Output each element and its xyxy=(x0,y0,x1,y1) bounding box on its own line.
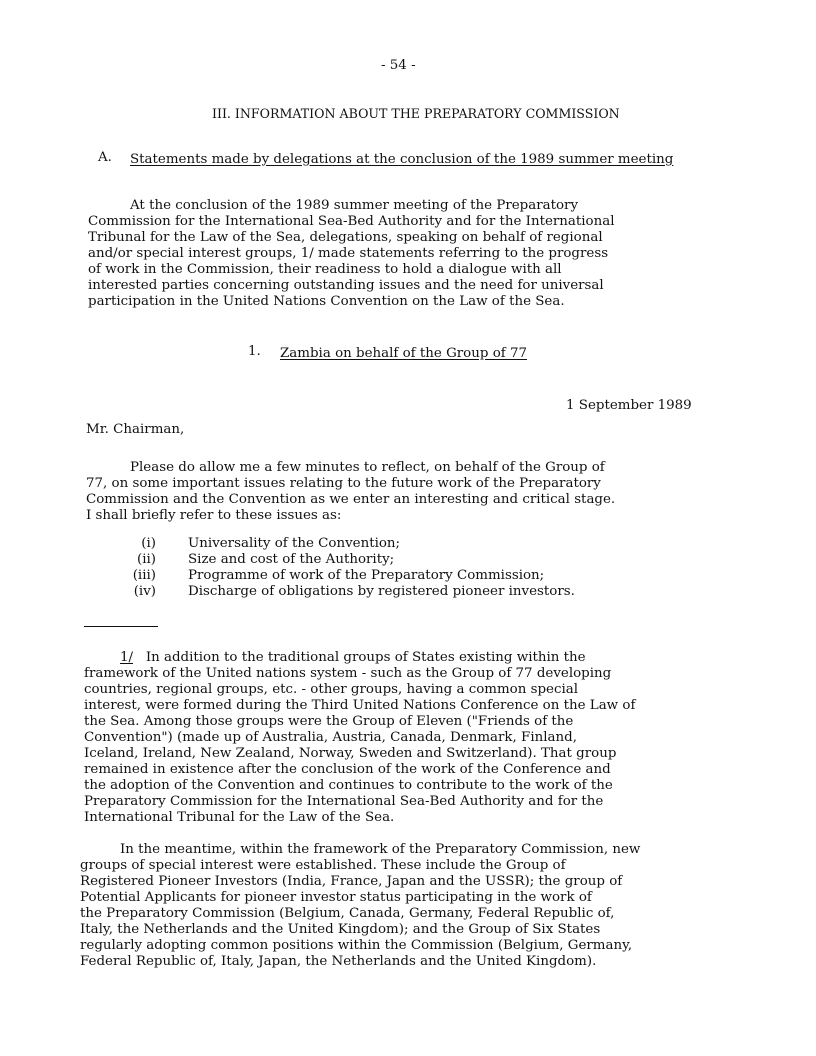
subsection-label: A. xyxy=(98,150,112,165)
intro-line: interested parties concerning outstanding issues and the need for universal xyxy=(88,278,604,293)
list-item-text: Size and cost of the Authority; xyxy=(188,552,395,567)
footnote-line: interest, were formed during the Third United Nations Conference on the Law of xyxy=(84,698,636,713)
footnote-line: Iceland, Ireland, New Zealand, Norway, Sweden and Switzerland). That group xyxy=(84,746,617,761)
section-title: III. INFORMATION ABOUT THE PREPARATORY COMMISSION xyxy=(212,106,620,121)
footnote-line: framework of the United nations system - such as the Group of 77 developing xyxy=(84,666,612,681)
statement-line: Commission and the Convention as we enter an interesting and critical stage. xyxy=(86,492,616,507)
issues-list xyxy=(110,536,670,600)
footnote-line: the adoption of the Convention and continues to contribute to the work of the xyxy=(84,778,613,793)
intro-line: and/or special interest groups, 1/ made statements referring to the progress xyxy=(88,246,609,261)
intro-paragraph xyxy=(88,198,615,310)
intro-line: of work in the Commission, their readiness to hold a dialogue with all xyxy=(88,262,562,277)
intro-line: At the conclusion of the 1989 summer meeting of the Preparatory xyxy=(130,198,579,213)
footnote-line: countries, regional groups, etc. - other groups, having a common special xyxy=(84,682,579,697)
statement-date: 1 September 1989 xyxy=(566,398,692,413)
page-number: - 54 - xyxy=(381,58,416,73)
list-item-number: (ii) xyxy=(136,552,156,567)
list-item-number: (iii) xyxy=(132,568,156,583)
intro-line: Commission for the International Sea-Bed Authority and for the International xyxy=(88,214,615,229)
list-item xyxy=(110,584,670,600)
footnote-line: In the meantime, within the framework of the Preparatory Commission, new xyxy=(120,842,641,857)
list-item xyxy=(110,536,670,552)
footnote-line: Registered Pioneer Investors (India, France, Japan and the USSR); the group of xyxy=(80,874,623,889)
footnote-line: the Sea. Among those groups were the Group of Eleven ("Friends of the xyxy=(84,714,574,729)
footnote-divider xyxy=(84,626,158,627)
list-item-text: Programme of work of the Preparatory Commission; xyxy=(188,568,545,583)
statement-line: 77, on some important issues relating to the future work of the Preparatory xyxy=(86,476,601,491)
statement-number: 1. xyxy=(248,344,261,359)
list-item-text: Discharge of obligations by registered pioneer investors. xyxy=(188,584,575,599)
list-item-text: Universality of the Convention; xyxy=(188,536,401,551)
footnote-marker: 1/ xyxy=(120,650,134,665)
statement-paragraph xyxy=(86,460,615,524)
footnote-line: Convention") (made up of Australia, Austria, Canada, Denmark, Finland, xyxy=(84,730,577,745)
footnote-paragraph-2 xyxy=(80,842,640,970)
footnote-line: groups of special interest were established. These include the Group of xyxy=(80,858,566,873)
salutation: Mr. Chairman, xyxy=(86,422,185,437)
intro-line: participation in the United Nations Convention on the Law of the Sea. xyxy=(88,294,565,309)
statement-line: I shall briefly refer to these issues as: xyxy=(86,508,342,523)
list-item xyxy=(110,552,670,568)
footnote-line: Italy, the Netherlands and the United Kingdom); and the Group of Six States xyxy=(80,922,601,937)
footnote-line: Federal Republic of, Italy, Japan, the Netherlands and the United Kingdom). xyxy=(80,954,597,969)
list-item xyxy=(110,568,670,584)
footnote-line: regularly adopting common positions within the Commission (Belgium, Germany, xyxy=(80,938,633,953)
footnote-line: the Preparatory Commission (Belgium, Canada, Germany, Federal Republic of, xyxy=(80,906,615,921)
statement-line: Please do allow me a few minutes to reflect, on behalf of the Group of xyxy=(130,460,605,475)
footnote-line: remained in existence after the conclusion of the work of the Conference and xyxy=(84,762,611,777)
intro-line: Tribunal for the Law of the Sea, delegations, speaking on behalf of regional xyxy=(88,230,603,245)
list-item-number: (i) xyxy=(141,536,156,551)
statement-title: Zambia on behalf of the Group of 77 xyxy=(280,346,528,361)
footnote-first-line: In addition to the traditional groups of States existing within the xyxy=(145,650,586,665)
list-item-number: (iv) xyxy=(133,584,156,599)
subsection-title: Statements made by delegations at the conclusion of the 1989 summer meeting xyxy=(130,152,674,167)
footnote-paragraph-1 xyxy=(84,650,635,826)
footnote-line: International Tribunal for the Law of the Sea. xyxy=(84,810,395,825)
footnote-line: Potential Applicants for pioneer investor status participating in the work of xyxy=(80,890,592,905)
footnote-line xyxy=(84,650,635,666)
footnote-line: Preparatory Commission for the International Sea-Bed Authority and for the xyxy=(84,794,604,809)
